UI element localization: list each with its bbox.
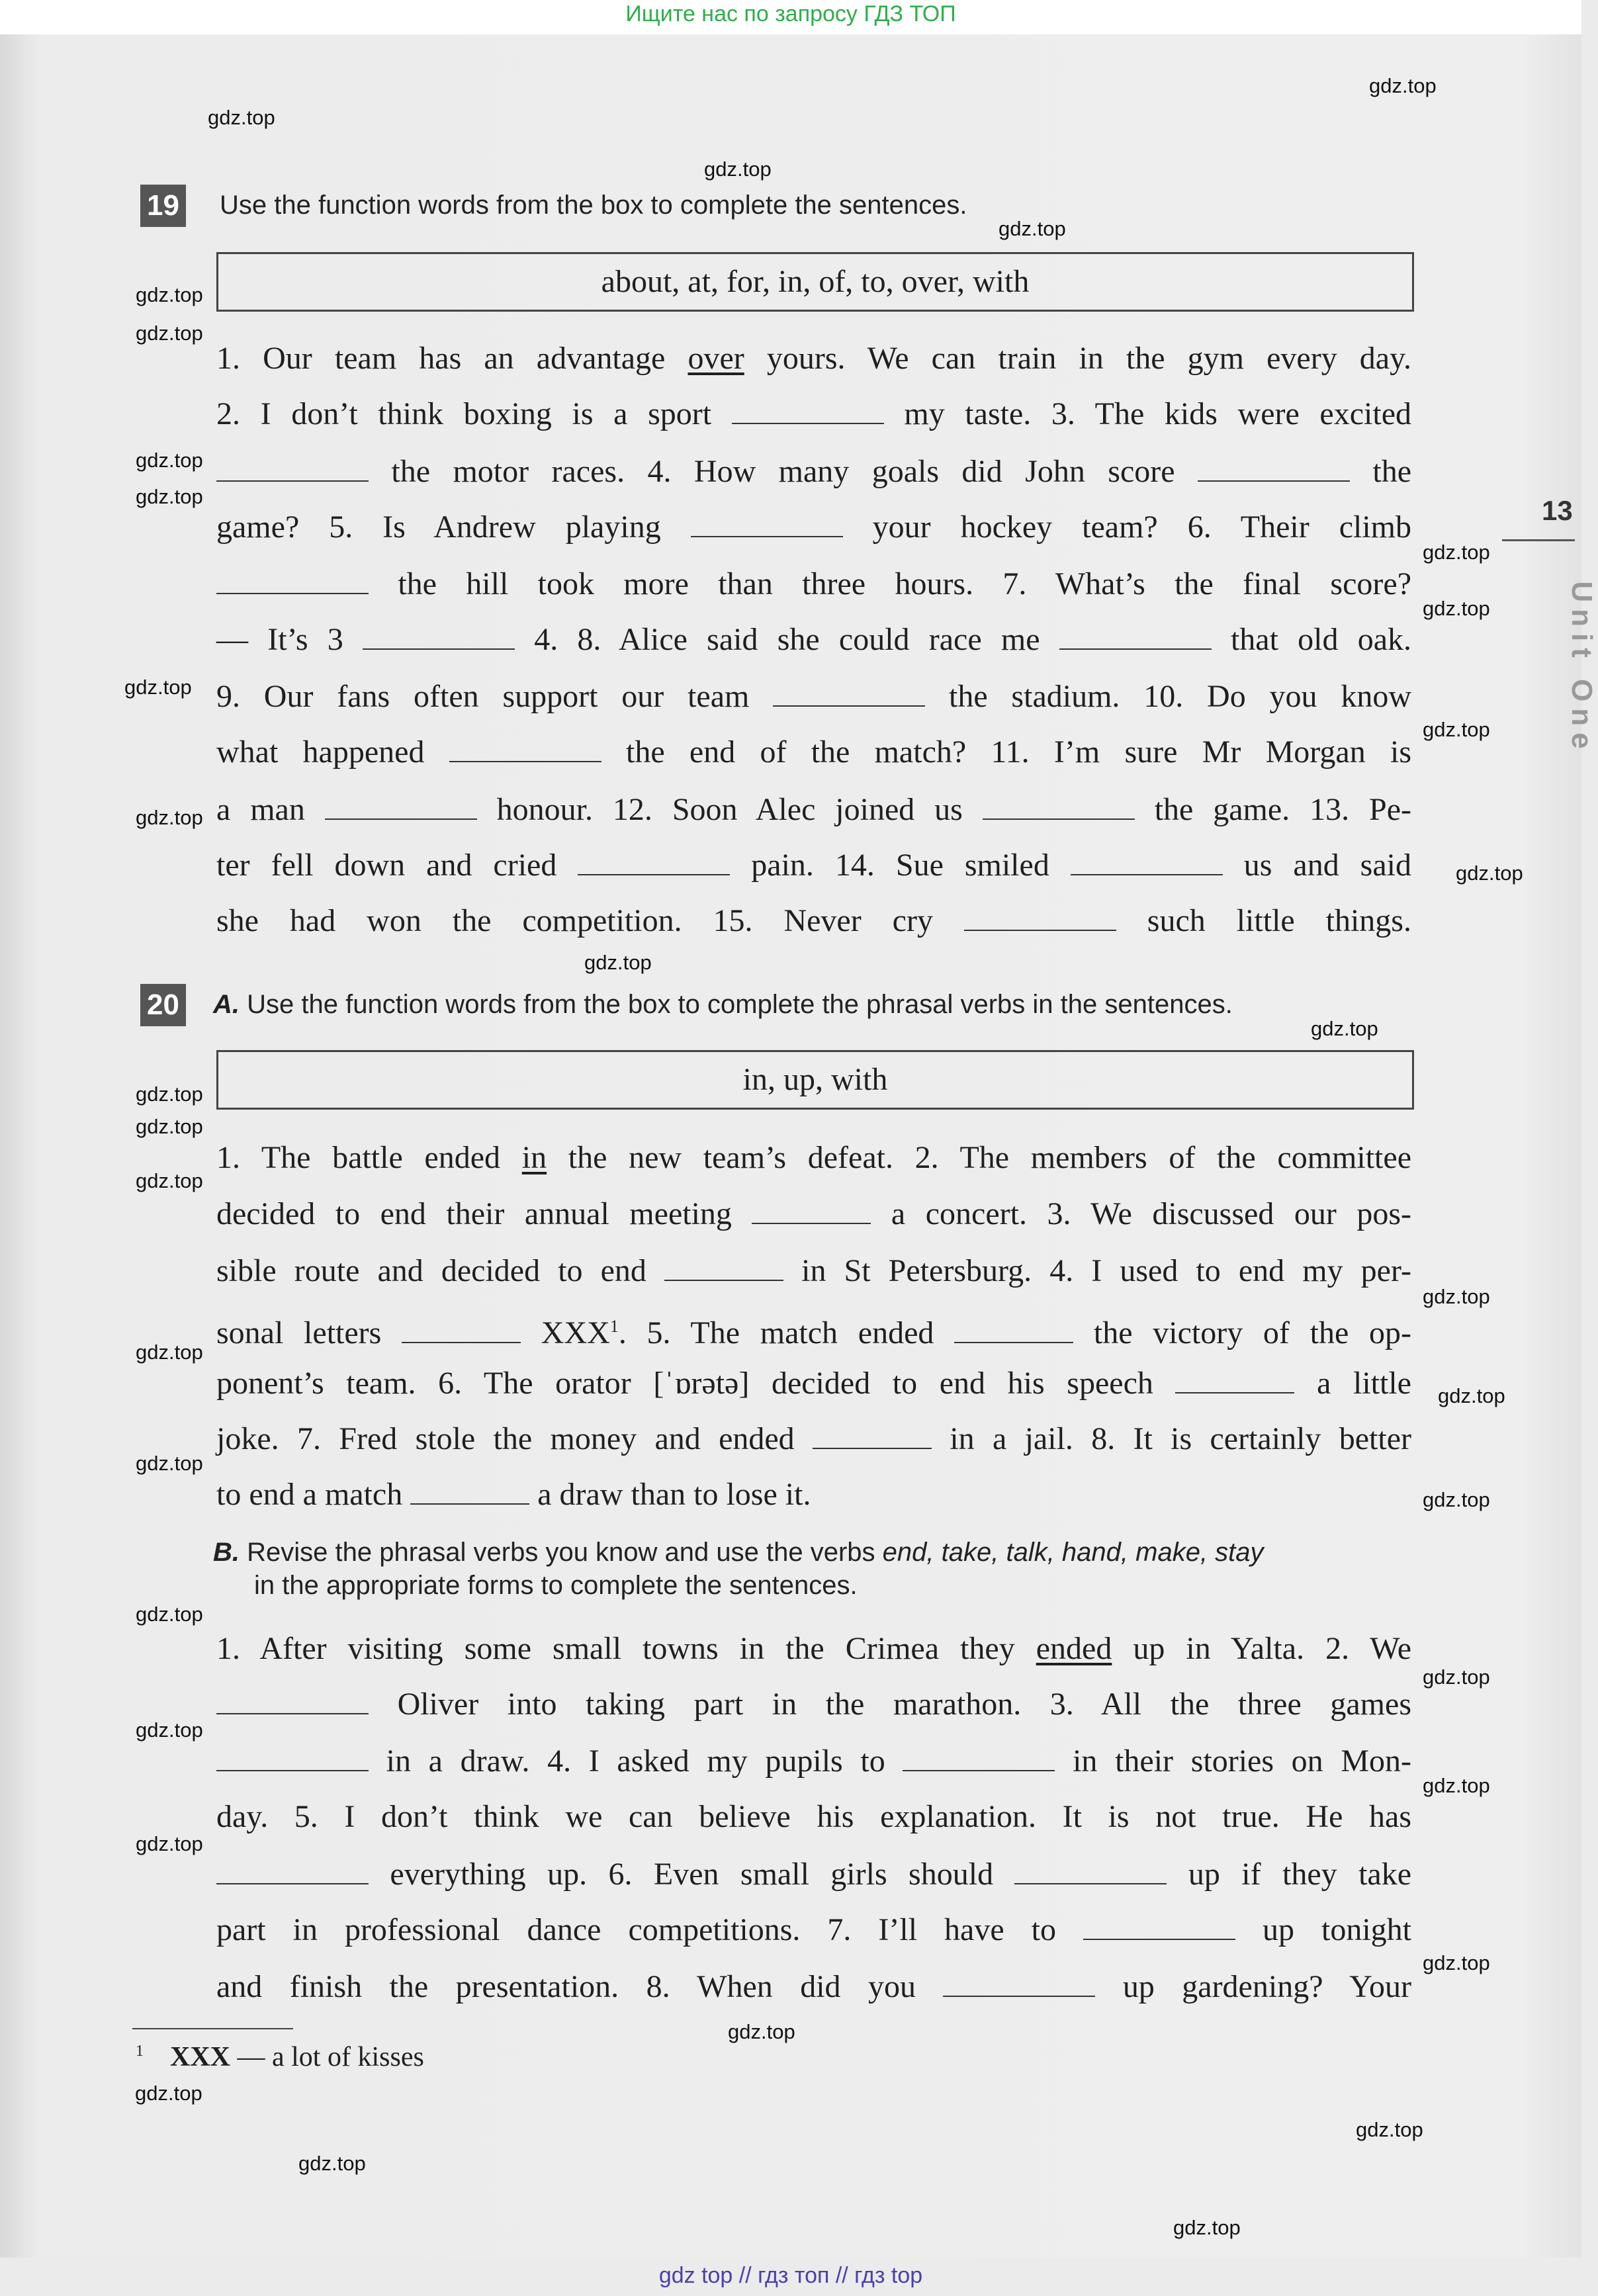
example-answer: in: [521, 1140, 547, 1175]
answer-blank[interactable]: [325, 789, 477, 820]
sentence-line: [216, 1468, 1411, 1521]
sentence-text: Oliver into taking part in the marathon. 3. All the three games: [369, 1687, 1411, 1722]
sentence-text: decided to end their annual meeting: [216, 1196, 752, 1231]
sentence-text: a draw than to lose it.: [529, 1477, 811, 1512]
watermark: gdz.top: [298, 2152, 366, 2175]
sentence-text: pain. 14. Sue smiled: [730, 848, 1071, 883]
sentence-text: yours. We can train in the gym every day.: [744, 341, 1411, 376]
exercise-20-badge: 20: [140, 984, 186, 1026]
sentence-line: [216, 1300, 1411, 1353]
sentence-text: 1. Our team has an advantage: [216, 341, 688, 376]
sentence-text: the new team’s defeat. 2. The members of the committee: [547, 1140, 1412, 1175]
sentence-text: a man: [216, 792, 325, 827]
sentence-line: [216, 670, 1411, 723]
sentence-text: everything up. 6. Even small girls should: [369, 1857, 1015, 1892]
answer-blank[interactable]: [732, 394, 884, 424]
sentence-line: [216, 1961, 1411, 2013]
sentence-line: [216, 726, 1411, 779]
sentence-text: 1. After visiting some small towns in the Crimea they: [216, 1631, 1036, 1666]
sentence-line: [216, 1848, 1411, 1901]
sentence-text: up tonight: [1235, 1912, 1411, 1947]
watermark: gdz.top: [136, 1169, 203, 1192]
sentence-line: [216, 1904, 1411, 1957]
sentence-line: [216, 1735, 1411, 1788]
watermark: gdz.top: [124, 676, 192, 699]
sentence-text: up in Yalta. 2. We: [1112, 1631, 1412, 1666]
answer-blank[interactable]: [773, 676, 925, 707]
watermark: gdz.top: [136, 806, 203, 829]
sentence-text: a little: [1294, 1366, 1411, 1401]
watermark: gdz.top: [136, 1832, 203, 1855]
answer-blank[interactable]: [1059, 619, 1212, 650]
watermark: gdz.top: [136, 1341, 203, 1364]
sentence-text: the stadium. 10. Do you know: [925, 679, 1411, 714]
watermark: gdz.top: [1423, 718, 1490, 741]
exercise-20a-instruction: [213, 990, 1233, 1020]
sentence-line: [216, 1245, 1411, 1298]
watermark: gdz.top: [136, 1718, 203, 1742]
sentence-text: up gardening? Your: [1095, 1969, 1411, 2004]
sentence-text: part in professional dance competitions. 7. I’ll have to: [216, 1912, 1083, 1947]
watermark: gdz.top: [1456, 861, 1523, 885]
sentence-line: [216, 445, 1411, 498]
answer-blank[interactable]: [983, 789, 1135, 820]
sentence-text: . 5. The match ended: [618, 1315, 955, 1350]
top-banner[interactable]: Ищите нас по запросу ГДЗ ТОП: [625, 1, 956, 26]
answer-blank[interactable]: [578, 845, 730, 875]
watermark: gdz.top: [1423, 1951, 1490, 1974]
sentence-line: [216, 388, 1411, 441]
page-number-rule: [1502, 539, 1575, 541]
watermark: gdz.top: [136, 1082, 203, 1106]
watermark: gdz.top: [136, 1603, 203, 1626]
watermark: gdz.top: [136, 1452, 203, 1475]
sentence-line: [216, 1413, 1411, 1466]
example-answer: over: [688, 341, 744, 376]
sentence-text: the motor races. 4. How many goals did John score: [369, 454, 1198, 489]
sentence-text: she had won the competition. 15. Never cry: [216, 903, 964, 938]
part-b-text-1: Revise the phrasal verbs you know and use the verbs: [247, 1538, 883, 1567]
sentence-text: a concert. 3. We discussed our pos-: [871, 1196, 1411, 1231]
sentence-text: joke. 7. Fred stole the money and ended: [216, 1421, 813, 1456]
watermark: gdz.top: [584, 951, 652, 974]
sentence-line: [216, 1357, 1411, 1410]
watermark: gdz.top: [704, 157, 772, 181]
exercise-20-word-box: in, up, with: [216, 1050, 1414, 1110]
sentence-text: ponent’s team. 6. The orator [ˈɒrətə] decided to end his speech: [216, 1366, 1176, 1401]
answer-blank[interactable]: [752, 1194, 871, 1224]
sentence-line: [216, 1678, 1411, 1731]
answer-blank[interactable]: [402, 1313, 521, 1343]
watermark: gdz.top: [1438, 1384, 1505, 1407]
part-b-label: B.: [213, 1538, 240, 1567]
sentence-text: ter fell down and cried: [216, 848, 578, 883]
answer-blank[interactable]: [903, 1741, 1055, 1771]
sentence-text: in a draw. 4. I asked my pupils to: [369, 1744, 903, 1779]
page-number: 13: [1542, 495, 1573, 526]
watermark: gdz.top: [1356, 2118, 1423, 2141]
sentence-line: [216, 1790, 1411, 1843]
footnote-ref: 1: [609, 1317, 619, 1336]
sentence-line: [216, 501, 1411, 554]
watermark: gdz.top: [136, 283, 203, 306]
sentence-line: [216, 558, 1411, 611]
footnote-divider: [132, 2028, 293, 2029]
sentence-text: honour. 12. Soon Alec joined us: [476, 792, 983, 827]
sentence-text: us and said: [1222, 848, 1412, 883]
watermark: gdz.top: [136, 322, 203, 345]
answer-blank[interactable]: [449, 732, 601, 762]
answer-blank[interactable]: [964, 901, 1116, 931]
sentence-text: 2. I don’t think boxing is a sport: [216, 396, 732, 431]
part-a-text: Use the function words from the box to complete the phrasal verbs in the sentences.: [247, 990, 1233, 1019]
sentence-text: such little things.: [1116, 903, 1411, 938]
sentence-text: the end of the match? 11. I’m sure Mr Morgan is: [601, 734, 1411, 770]
sentence-text: 1. The battle ended: [216, 1140, 522, 1175]
part-a-label: A.: [213, 990, 240, 1019]
watermark: gdz.top: [728, 2020, 795, 2043]
watermark: gdz.top: [136, 485, 203, 508]
answer-blank[interactable]: [813, 1419, 932, 1449]
watermark: gdz.top: [999, 217, 1066, 240]
sentence-text: day. 5. I don’t think we can believe his explanation. It is not true. He has: [216, 1799, 1411, 1834]
sentence-text: and finish the presentation. 8. When did you: [216, 1969, 944, 2004]
sentence-text: XXX: [521, 1315, 610, 1350]
example-answer: ended: [1036, 1631, 1112, 1666]
unit-label: Unit One: [1566, 581, 1598, 756]
sentence-line: [216, 895, 1411, 948]
sentence-text: in a jail. 8. It is certainly better: [932, 1421, 1411, 1456]
sentence-text: the game. 13. Pe-: [1134, 792, 1411, 827]
sentence-text: the: [1349, 454, 1412, 489]
watermark: gdz.top: [1369, 74, 1437, 97]
sentence-line: [216, 613, 1411, 666]
sentence-line: [216, 1622, 1411, 1675]
sentence-text: to end a match: [216, 1477, 411, 1512]
sentence-text: 4. 8. Alice said she could race me: [515, 622, 1059, 657]
footnote: [136, 2031, 424, 2077]
part-b-verbs: end, take, talk, hand, make, stay: [882, 1538, 1264, 1567]
exercise-19-badge: 19: [140, 185, 186, 227]
answer-blank[interactable]: [1083, 1910, 1235, 1940]
answer-blank[interactable]: [664, 1251, 783, 1281]
answer-blank[interactable]: [1014, 1854, 1167, 1884]
sentence-text: sible route and decided to end: [216, 1253, 665, 1288]
answer-blank[interactable]: [216, 564, 369, 594]
answer-blank[interactable]: [943, 1966, 1095, 1997]
exercise-19-word-box: about, at, for, in, of, to, over, with: [216, 252, 1414, 312]
exercise-19-instruction: Use the function words from the box to complete the sentences.: [220, 191, 967, 220]
watermark: gdz.top: [1423, 1285, 1490, 1308]
watermark: gdz.top: [136, 1115, 203, 1138]
watermark: gdz.top: [1173, 2216, 1241, 2239]
watermark: gdz.top: [208, 106, 275, 129]
exercise-20b-instruction-2: in the appropriate forms to complete the sentences.: [254, 1571, 858, 1600]
answer-blank[interactable]: [216, 1741, 369, 1771]
answer-blank[interactable]: [216, 451, 369, 482]
watermark: gdz.top: [1423, 597, 1490, 620]
sentence-text: game? 5. Is Andrew playing: [216, 509, 691, 545]
answer-blank[interactable]: [216, 1684, 369, 1714]
sentence-line: [216, 783, 1411, 836]
watermark: gdz.top: [1423, 1665, 1490, 1689]
sentence-text: 9. Our fans often support our team: [216, 679, 774, 714]
sentence-text: in St Petersburg. 4. I used to end my per-: [783, 1253, 1411, 1288]
sentence-text: what happened: [216, 734, 449, 770]
sentence-line: [216, 332, 1411, 385]
sentence-text: your hockey team? 6. Their climb: [842, 509, 1412, 545]
watermark: gdz.top: [1311, 1017, 1378, 1040]
sentence-line: [216, 839, 1411, 892]
exercise-20b-instruction: [213, 1538, 1264, 1567]
footnote-text: — a lot of kisses: [230, 2042, 424, 2072]
sentence-line: [216, 1188, 1411, 1241]
watermark: gdz.top: [136, 449, 203, 472]
sentence-text: in their stories on Mon-: [1055, 1744, 1412, 1779]
watermark: gdz.top: [1423, 1774, 1490, 1797]
watermark: gdz.top: [1423, 541, 1490, 564]
sentence-text: that old oak.: [1211, 622, 1412, 657]
sentence-text: the hill took more than three hours. 7. What’s the final score?: [369, 566, 1411, 601]
answer-blank[interactable]: [363, 619, 515, 650]
sentence-text: the victory of the op-: [1073, 1315, 1411, 1350]
watermark: gdz.top: [1423, 1488, 1490, 1511]
footnote-term: XXX: [170, 2042, 230, 2072]
sentence-text: — It’s 3: [216, 622, 363, 657]
answer-blank[interactable]: [216, 1854, 369, 1884]
sentence-line: [216, 1131, 1411, 1184]
answer-blank[interactable]: [410, 1474, 529, 1505]
sentence-text: my taste. 3. The kids were excited: [883, 396, 1411, 431]
watermark: gdz.top: [135, 2082, 202, 2105]
sentence-text: up if they take: [1167, 1857, 1412, 1892]
sentence-text: sonal letters: [216, 1315, 402, 1350]
footnote-mark: 1: [136, 2043, 144, 2060]
answer-blank[interactable]: [954, 1313, 1073, 1343]
answer-blank[interactable]: [1071, 845, 1223, 875]
answer-blank[interactable]: [1175, 1363, 1294, 1393]
answer-blank[interactable]: [1198, 451, 1350, 482]
answer-blank[interactable]: [691, 507, 843, 537]
bottom-banner[interactable]: gdz top // гдз топ // гдз top: [658, 2263, 923, 2288]
